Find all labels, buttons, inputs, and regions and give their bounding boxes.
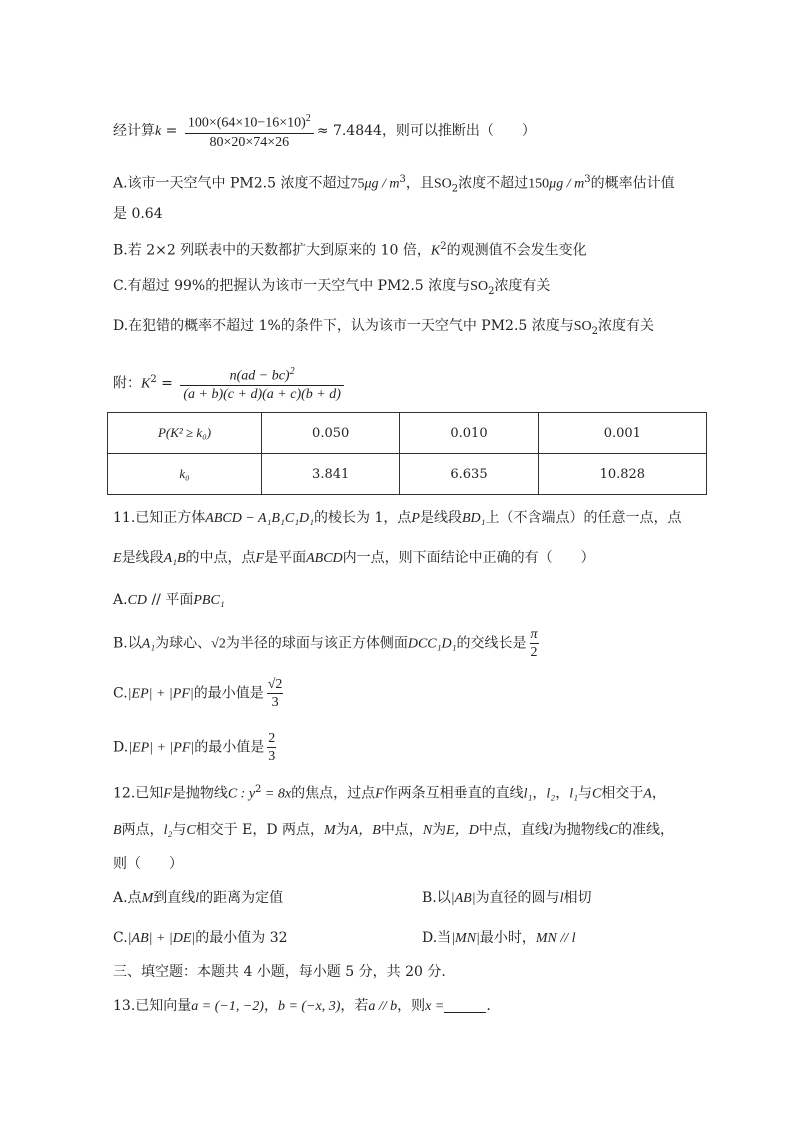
q10-option-c: C.有超过 99%的把握认为该市一天空气中 PM2.5 浓度与$SO_2$浓度有关 <box>113 278 551 297</box>
k2-formula-note: 附：$K^2$ = $\frac{n(ad - bc)^2}{(a + b)(c + d)(a + c)(b + d)}$ <box>113 360 347 405</box>
calc-prefix: 经计算 <box>113 122 155 139</box>
calc-fraction <box>185 110 314 152</box>
table-cell: 10.828 <box>538 454 706 495</box>
q11-option-c: C.|EP| + |PF|的最小值是 $\frac{√2}{3}$ <box>113 677 283 710</box>
calc-var: k <box>155 123 162 139</box>
table-cell: 0.001 <box>538 413 706 454</box>
q11-option-b: B.以A₁为球心、√2为半径的球面与该正方体侧面DCC₁D₁的交线长是 $\frac{\pi}{2}$ <box>113 627 538 660</box>
q11-option-a: A.CD // 平面PBC₁ <box>113 592 225 608</box>
k2-fraction <box>180 363 344 405</box>
q12-stem-line3: 则（ ） <box>113 856 183 872</box>
calc-approx: ≈ 7.4844 <box>316 122 382 139</box>
q13-stem: 13.已知向量a = (−1, −2)，b = (−x, 3)，若a // b，则x = . <box>113 998 491 1014</box>
q11-option-d: D.|EP| + |PF|的最小值是 $\frac{2}{3}$ <box>113 731 276 764</box>
q12-option-c: C.|AB| + |DE|的最小值为 32 <box>113 930 288 946</box>
q10-option-a-line1: A.该市一天空气中 PM2.5 浓度不超过$75\mu g / m^3$，且$SO_2$浓度不超过$150\mu g / m^3$的概率估计值 <box>113 174 675 195</box>
q12-option-d: D.当|MN|最小时，MN // l <box>422 930 576 946</box>
calc-denominator: 80×20×74×26 <box>209 134 290 150</box>
table-row-head-p: P(K² ≥ k₀) <box>108 413 262 454</box>
table-cell: 0.050 <box>262 413 400 454</box>
table-row-head-k: k₀ <box>108 454 262 495</box>
q11-stem-line2: E是线段A₁B的中点，点F是平面ABCD内一点，则下面结论中正确的有（ ） <box>113 550 595 566</box>
table-cell: 6.635 <box>400 454 538 495</box>
q10-option-a-line2: 是 0.64 <box>113 206 163 222</box>
calc-numerator-exp: 2 <box>305 113 311 124</box>
q12-stem-line1: 12.已知F是抛物线C : $y^2 = 8x$的焦点，过点F作两条互相垂直的直线l₁，l₂，l₁与C相交于A， <box>113 784 666 802</box>
calc-suffix: ，则可以推断出（ ） <box>381 122 536 139</box>
q10-option-b: B.若 2×2 列联表中的天数都扩大到原来的 10 倍，$K^2$的观测值不会发生变化 <box>113 241 587 259</box>
table-cell: 3.841 <box>262 454 400 495</box>
answer-blank[interactable] <box>444 998 486 1013</box>
q12-option-a: A.点M到直线l的距离为定值 <box>113 890 284 906</box>
q11-stem-line1: 11.已知正方体ABCD − A₁B₁C₁D₁的棱长为 1，点P是线段BD₁上（不含端点）的任意一点，点 <box>113 510 682 526</box>
k2-denominator: (a + b)(c + d)(a + c)(b + d) <box>183 387 341 403</box>
calc-numerator: 100×(64×10−16×10) <box>187 115 306 131</box>
critical-value-table <box>107 412 707 495</box>
table-row <box>108 413 707 454</box>
section-heading: 三、填空题：本题共 4 小题，每小题 5 分，共 20 分. <box>113 964 446 980</box>
k2-numerator: n(ad − bc)$^2$ <box>180 363 344 387</box>
table-row <box>108 454 707 495</box>
table-cell: 0.010 <box>400 413 538 454</box>
q12-stem-line2: B两点，l₂与C相交于 E，D 两点，M为A，B中点，N为E，D中点，直线l为抛物线C的准线， <box>113 822 675 838</box>
q12-option-b: B.以|AB|为直径的圆与l相切 <box>422 890 592 906</box>
k-calculation-line: 经计算k = $\frac{100\times(64\times 10-16\times 10)^2}{80\times 20\times 74\times 26}$ ≈ 7.4844，则可以推断出（ ） <box>113 110 536 152</box>
q10-option-d: D.在犯错的概率不超过 1%的条件下，认为该市一天空气中 PM2.5 浓度与$SO_2$浓度有关 <box>113 318 655 337</box>
